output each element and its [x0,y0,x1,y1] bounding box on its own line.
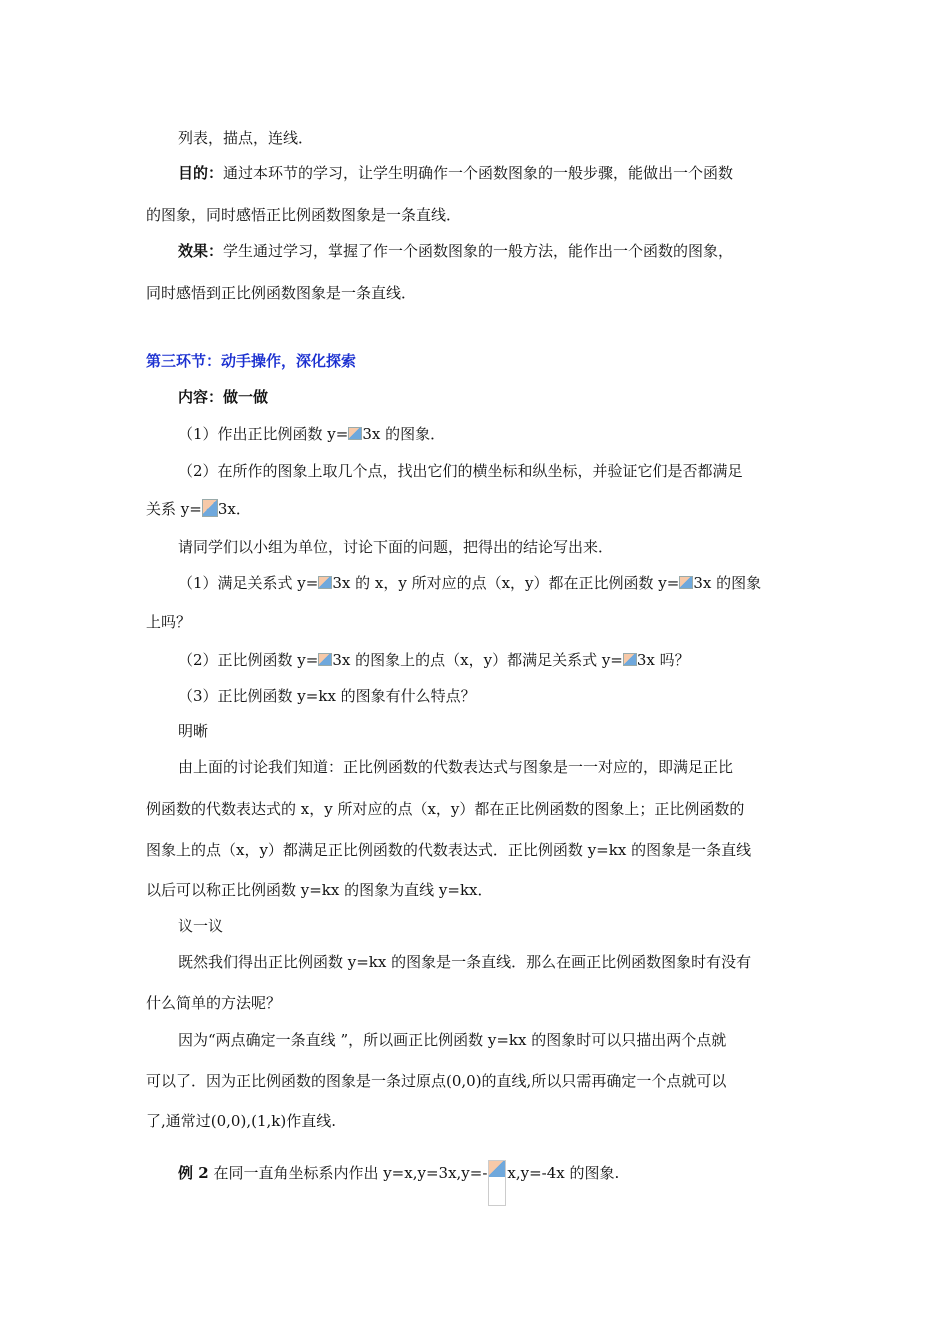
text-line: 既然我们得出正比例函数 y=kx 的图象是一条直线．那么在画正比例函数图象时有没有 [178,953,752,971]
content-heading: 内容：做一做 [178,388,269,406]
fraction-image-icon [623,653,637,666]
text-line: （2）在所作的图象上取几个点，找出它们的横坐标和纵坐标，并验证它们是否都满足 [178,462,743,480]
text-line: 什么简单的方法呢？ [146,994,282,1012]
text-line: 的图象，同时感悟正比例函数图象是一条直线． [146,206,462,224]
text-line: 以后可以称正比例函数 y=kx 的图象为直线 y=kx． [146,881,493,899]
text-line: 目的：通过本环节的学习，让学生明确作一个函数图象的一般步骤，能做出一个函数 [178,164,734,182]
text-line: 由上面的讨论我们知道：正比例函数的代数表达式与图象是一一对应的，即满足正比 [178,758,734,776]
text-line: 图象上的点（x，y）都满足正比例函数的代数表达式．正比例函数 y=kx 的图象是一条直线 [146,841,752,859]
text-line: 关系 y= 3x． [146,500,251,518]
text-line: 例函数的代数表达式的 x，y 所对应的点（x，y）都在正比例函数的图象上；正比例函数的 [146,800,745,818]
text-line: （1）满足关系式 y= 3x 的 x，y 所对应的点（x，y）都在正比例函数 y= 3x 的图象 [178,574,762,592]
text-line: 明晰 [178,722,209,740]
section-heading: 第三环节：动手操作，深化探索 [146,352,357,370]
text-line: 议一议 [178,917,224,935]
fraction-image-icon [348,427,362,440]
text-line: 请同学们以小组为单位，讨论下面的问题，把得出的结论写出来． [178,538,614,556]
fraction-image-icon [202,499,218,517]
text-line: 列表，描点，连线． [178,129,314,147]
label-purpose: 目的： [178,164,224,182]
text-line: 因为“两点确定一条直线 ”，所以画正比例函数 y=kx 的图象时可以只描出两个点就 [178,1031,727,1049]
fraction-image-icon [488,1160,506,1206]
text-line: （2）正比例函数 y= 3x 的图象上的点（x，y）都满足关系式 y= 3x 吗？ [178,651,690,669]
text-line: 同时感悟到正比例函数图象是一条直线． [146,284,417,302]
text-line: 效果：学生通过学习，掌握了作一个函数图象的一般方法，能作出一个函数的图象， [178,242,734,260]
example-label: 例 2 [178,1164,209,1182]
example-line: 例 2 在同一直角坐标系内作出 y=x,y=3x,y=- x,y=-4x 的图象. [178,1160,619,1206]
label-effect: 效果： [178,242,224,260]
text-line: （1）作出正比例函数 y= 3x 的图象． [178,425,446,443]
text-line: 上吗？ [146,613,192,631]
text-line: 可以了．因为正比例函数的图象是一条过原点(0,0)的直线,所以只需再确定一个点就可以 [146,1072,727,1090]
text-line: 了,通常过(0,0),(1,k)作直线. [146,1112,336,1130]
text-line: （3）正比例函数 y=kx 的图象有什么特点？ [178,687,476,705]
fraction-image-icon [318,576,332,589]
fraction-image-icon [679,576,693,589]
fraction-image-icon [318,653,332,666]
